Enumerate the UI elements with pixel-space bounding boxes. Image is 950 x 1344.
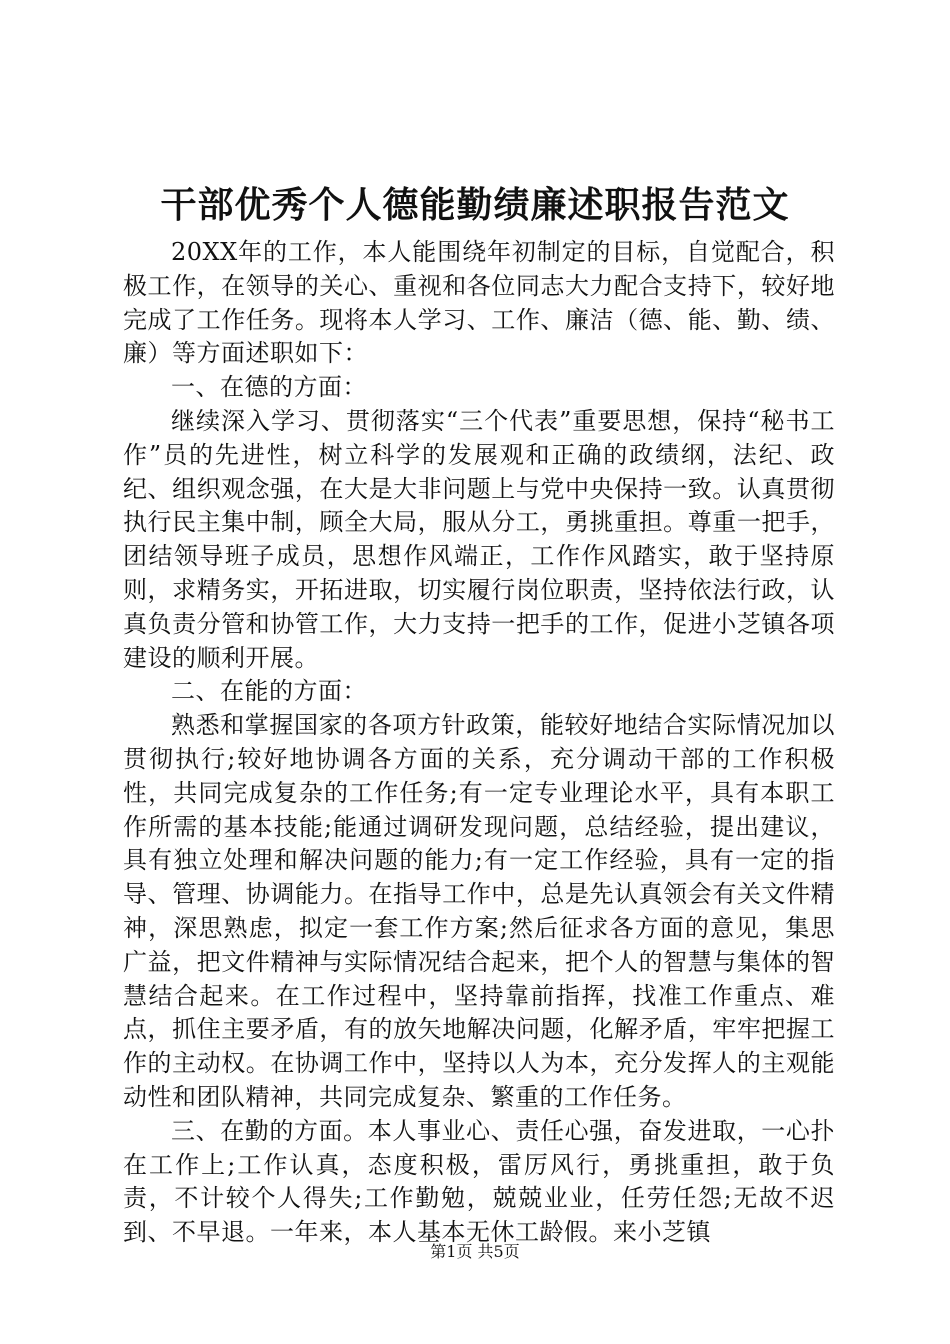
section2-paragraph: 熟悉和掌握国家的各项方针政策，能较好地结合实际情况加以贯彻执行;较好地协调各方面的关系，充分调动干部的工作积极性，共同完成复杂的工作任务;有一定专业理论水平，具有本职工作所需的基本技能;能通过调研发现问题，总结经验，提出建议，具有独立处理和解决问题的能力;有一定工作经验，具有一定的指导、管理、协调能力。在指导工作中，总是先认真领会有关文件精神，深思熟虑，拟定一套工作方案;然后征求各方面的意见，集思广益，把文件精神与实际情况结合起来，把个人的智慧与集体的智慧结合起来。在工作过程中，坚持靠前指挥，找准工作重点、难点，抓住主要矛盾，有的放矢地解决问题，化解矛盾，牢牢把握工作的主动权。在协调工作中，坚持以人为本，充分发挥人的主观能动性和团队精神，共同完成复杂、繁重的工作任务。 bbox=[123, 711, 835, 1111]
document-body bbox=[123, 236, 835, 1250]
section3-paragraph: 三、在勤的方面。本人事业心、责任心强，奋发进取，一心扑在工作上;工作认真，态度积极，雷厉风行，勇挑重担，敢于负责，不计较个人得失;工作勤勉，兢兢业业，任劳任怨;无故不迟到、不早退。一年来，本人基本无休工龄假。来小芝镇 bbox=[123, 1116, 835, 1247]
section1-paragraph: 继续深入学习、贯彻落实“三个代表”重要思想，保持“秘书工作”员的先进性，树立科学的发展观和正确的政绩纲，法纪、政纪、组织观念强，在大是大非问题上与党中央保持一致。认真贯彻执行民主集中制，顾全大局，服从分工，勇挑重担。尊重一把手，团结领导班子成员，思想作风端正，工作作风踏实，敢于坚持原则，求精务实，开拓进取，切实履行岗位职责，坚持依法行政，认真负责分管和协管工作，大力支持一把手的工作，促进小芝镇各项建设的顺利开展。 bbox=[123, 406, 835, 672]
document-title: 干部优秀个人德能勤绩廉述职报告范文 bbox=[160, 184, 790, 226]
page-footer: 第1页 共5页 bbox=[430, 1242, 520, 1261]
section1-heading: 一、在德的方面： bbox=[171, 373, 367, 402]
section2-heading: 二、在能的方面： bbox=[171, 677, 367, 706]
intro-paragraph: 20XX年的工作，本人能围绕年初制定的目标，自觉配合，积极工作，在领导的关心、重视和各位同志大力配合支持下，较好地完成了工作任务。现将本人学习、工作、廉洁（德、能、勤、绩、廉）等方面述职如下： bbox=[123, 238, 835, 368]
